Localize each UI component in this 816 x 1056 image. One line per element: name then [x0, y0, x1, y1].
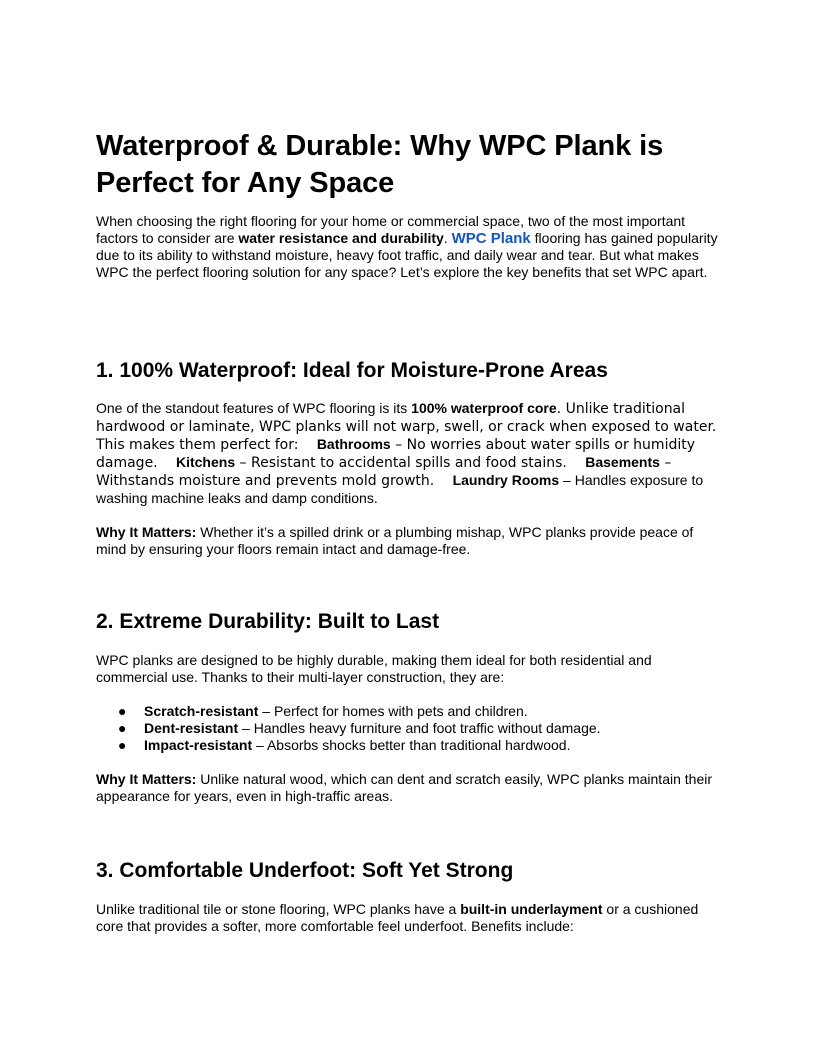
list-item: [96, 737, 720, 754]
section1-paragraph: [96, 400, 720, 507]
intro-paragraph: [96, 213, 720, 281]
section1-bold-1: 100% waterproof core: [411, 400, 557, 416]
section1-heading: 1. 100% Waterproof: Ideal for Moisture-Prone Areas: [96, 359, 608, 382]
list-item-text: – Handles heavy furniture and foot traffic without damage.: [238, 720, 601, 736]
intro-text-2: .: [443, 230, 452, 246]
list-item-label: Dent-resistant: [144, 720, 239, 736]
section3-text-1: Unlike traditional tile or stone flooring, WPC planks have a: [96, 901, 461, 917]
list-item-text: – Perfect for homes with pets and children.: [258, 703, 528, 719]
durability-list: [96, 703, 720, 754]
section3-paragraph: [96, 901, 720, 935]
list-item-label: Scratch-resistant: [144, 703, 259, 719]
section1-why-paragraph: [96, 524, 720, 558]
document-body: [96, 128, 720, 281]
bathrooms-text: – No worries about water spills or humidity damage.: [96, 437, 696, 471]
section1-why-label: Why It Matters:: [96, 524, 197, 540]
bullet-icon: ●: [118, 720, 127, 736]
section3-heading: 3. Comfortable Underfoot: Soft Yet Strong: [96, 859, 514, 882]
section1-body: [96, 400, 720, 558]
list-item-text: – Absorbs shocks better than traditional hardwood.: [252, 737, 571, 753]
section2-heading: 2. Extreme Durability: Built to Last: [96, 610, 440, 633]
intro-text-1: When choosing the right flooring for your home or commercial space, two of the most important factors to consider are: [96, 213, 686, 246]
section2-intro: WPC planks are designed to be highly durable, making them ideal for both residential and commercial use. Thanks to their multi-layer construction, they are:: [96, 652, 652, 685]
section2-why-paragraph: [96, 771, 720, 805]
basements-text: – Withstands moisture and prevents mold growth.: [96, 455, 672, 489]
page-title: Waterproof & Durable: Why WPC Plank is Perfect for Any Space: [96, 130, 664, 199]
section1-text-1: One of the standout features of WPC flooring is its: [96, 400, 412, 416]
list-item: [96, 703, 720, 720]
bullet-icon: ●: [118, 737, 127, 753]
section3-text-2: or a cushioned core that provides a softer, more comfortable feel underfoot. Benefits include:: [96, 901, 699, 934]
section2-body: [96, 652, 720, 805]
section3-body: [96, 901, 720, 935]
intro-bold-1: water resistance and durability: [238, 230, 444, 246]
section3-bold-1: built-in underlayment: [460, 901, 603, 917]
laundry-rooms-label: Laundry Rooms: [452, 472, 560, 488]
section1-text-2: . Unlike traditional hardwood or laminate, WPC planks will not warp, swell, or crack when exposed to water. This makes them perfect for:: [96, 401, 717, 453]
section2-why-text: Unlike natural wood, which can dent and scratch easily, WPC planks maintain their appearance for years, even in high-traffic areas.: [96, 771, 712, 804]
basements-label: Basements: [585, 454, 660, 470]
bathrooms-label: Bathrooms: [316, 436, 391, 452]
section2-why-label: Why It Matters:: [96, 771, 197, 787]
list-item-label: Impact-resistant: [144, 737, 253, 753]
laundry-rooms-text: – Handles exposure to washing machine leaks and damp conditions.: [96, 472, 704, 506]
kitchens-label: Kitchens: [175, 454, 236, 470]
bullet-icon: ●: [118, 703, 127, 719]
kitchens-text: – Resistant to accidental spills and food stains.: [235, 455, 572, 471]
list-item: [96, 720, 720, 737]
wpc-plank-link[interactable]: WPC Plank: [451, 230, 531, 247]
section1-why-text: Whether it’s a spilled drink or a plumbing mishap, WPC planks provide peace of mind by ensuring your floors remain intact and damage-free.: [96, 524, 694, 557]
intro-text-3: flooring has gained popularity due to its ability to withstand moisture, heavy foot traffic, and daily wear and tear. But what makes WPC the perfect flooring solution for any space? Let’s explore the key benefits that set WPC apart.: [96, 230, 718, 280]
